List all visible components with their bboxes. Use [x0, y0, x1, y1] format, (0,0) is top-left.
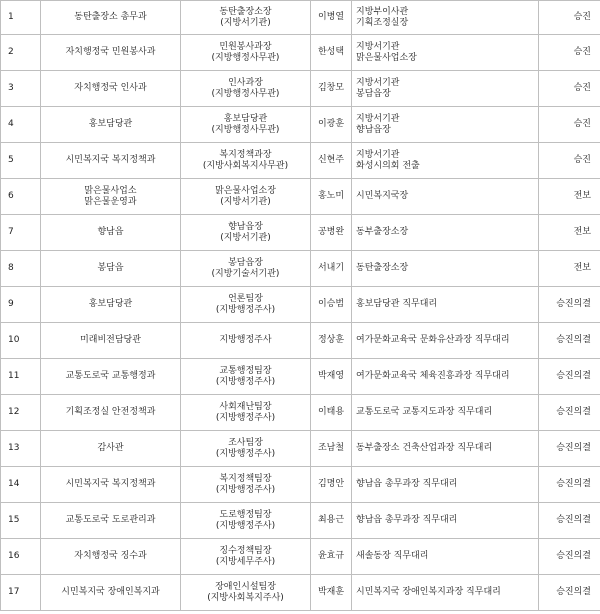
department-line: 자치행정국 징수과 — [74, 551, 147, 561]
position-cell — [181, 575, 311, 611]
position-cell — [181, 143, 311, 179]
department-line: 홍보담당관 — [88, 299, 133, 309]
department-cell — [41, 251, 181, 287]
person-name-cell: 최용근 — [311, 503, 352, 539]
department-cell — [41, 395, 181, 431]
position-line: (지방행정주사) — [215, 304, 276, 315]
row-number-cell: 2 — [1, 35, 41, 71]
position-cell — [181, 35, 311, 71]
person-name-cell: 이승범 — [311, 287, 352, 323]
previous-position-line: 여가문화교육국 체육진흥과장 직무대리 — [356, 371, 510, 381]
department-cell — [41, 539, 181, 575]
appointment-type-cell: 승진의결 — [539, 395, 600, 431]
department-cell — [41, 359, 181, 395]
position-line: (지방사회복지사무관) — [202, 160, 289, 171]
previous-position-cell — [352, 467, 539, 503]
previous-position-line: 교통도로국 교통지도과장 직무대리 — [356, 407, 493, 417]
previous-position-line: 지방부이사관 — [356, 6, 409, 17]
position-line: 향남읍장 — [228, 221, 263, 232]
department-line: 자치행정국 민원봉사과 — [65, 47, 156, 57]
row-number-cell: 4 — [1, 107, 41, 143]
department-cell — [41, 575, 181, 611]
position-cell — [181, 251, 311, 287]
position-line: 교통행정팀장 — [219, 365, 272, 376]
position-line: (지방행정사무관) — [211, 52, 280, 63]
person-name-cell: 조남철 — [311, 431, 352, 467]
person-name-cell: 신현주 — [311, 143, 352, 179]
appointment-type-cell: 승진의결 — [539, 287, 600, 323]
department-cell — [41, 1, 181, 35]
department-cell — [41, 35, 181, 71]
position-line: 봉담읍장 — [228, 257, 263, 268]
person-name-cell: 이병열 — [311, 1, 352, 35]
previous-position-line: 맑은물사업소장 — [356, 52, 417, 63]
previous-position-cell — [352, 287, 539, 323]
position-cell — [181, 287, 311, 323]
person-name-cell: 박재훈 — [311, 575, 352, 611]
previous-position-cell — [352, 395, 539, 431]
appointment-type-cell: 승진 — [539, 143, 600, 179]
position-line: 장애인시설팀장 — [215, 581, 276, 592]
department-line: 동탄출장소 총무과 — [74, 12, 147, 22]
table-row — [1, 251, 600, 287]
row-number-cell: 13 — [1, 431, 41, 467]
row-number-cell: 16 — [1, 539, 41, 575]
department-line: 맑은물운영과 — [84, 196, 137, 207]
row-number-cell: 15 — [1, 503, 41, 539]
department-line: 시민복지국 복지정책과 — [65, 155, 156, 165]
person-name-cell: 한성택 — [311, 35, 352, 71]
position-cell — [181, 107, 311, 143]
position-line: (지방행정사무관) — [211, 88, 280, 99]
position-cell — [181, 539, 311, 575]
previous-position-line: 화성시의회 전출 — [356, 160, 420, 171]
table-row — [1, 395, 600, 431]
person-name-cell: 김창모 — [311, 71, 352, 107]
person-name-cell: 이태용 — [311, 395, 352, 431]
position-line: 지방행정주사 — [219, 335, 272, 345]
position-cell — [181, 1, 311, 35]
department-cell — [41, 179, 181, 215]
previous-position-line: 여가문화교육국 문화유산과장 직무대리 — [356, 335, 510, 345]
department-line: 자치행정국 인사과 — [74, 83, 147, 93]
previous-position-line: 봉담읍장 — [356, 88, 391, 99]
previous-position-cell — [352, 35, 539, 71]
previous-position-line: 동부출장소장 — [356, 227, 409, 237]
appointment-type-cell: 승진의결 — [539, 359, 600, 395]
position-cell — [181, 359, 311, 395]
person-name-cell: 박재영 — [311, 359, 352, 395]
appointment-type-cell: 전보 — [539, 179, 600, 215]
department-cell — [41, 71, 181, 107]
previous-position-cell — [352, 539, 539, 575]
position-line: (지방서기관) — [220, 232, 271, 243]
table-row — [1, 359, 600, 395]
position-line: (지방서기관) — [220, 196, 271, 207]
position-line: 조사팀장 — [228, 437, 263, 448]
row-number-cell: 9 — [1, 287, 41, 323]
row-number-cell: 12 — [1, 395, 41, 431]
row-number-cell: 5 — [1, 143, 41, 179]
position-line: 맑은물사업소장 — [215, 185, 276, 196]
person-name-cell: 이광훈 — [311, 107, 352, 143]
previous-position-cell — [352, 251, 539, 287]
previous-position-line: 지방서기관 — [356, 41, 400, 52]
table-row — [1, 143, 600, 179]
position-line: 언론팀장 — [228, 293, 263, 304]
row-number-cell: 7 — [1, 215, 41, 251]
row-number-cell: 1 — [1, 1, 41, 35]
position-line: (지방기술서기관) — [211, 268, 280, 279]
previous-position-cell — [352, 1, 539, 35]
table-row — [1, 71, 600, 107]
person-name-cell: 윤효규 — [311, 539, 352, 575]
previous-position-line: 시민복지국 장애인복지과장 직무대리 — [356, 587, 501, 597]
position-line: (지방행정주사) — [215, 520, 276, 531]
position-cell — [181, 179, 311, 215]
row-number-cell: 17 — [1, 575, 41, 611]
previous-position-line: 새솔동장 직무대리 — [356, 551, 429, 561]
row-number-cell: 6 — [1, 179, 41, 215]
table-row — [1, 107, 600, 143]
table-row — [1, 575, 600, 611]
position-cell — [181, 323, 311, 359]
department-line: 봉담읍 — [97, 263, 124, 273]
position-line: (지방행정주사) — [215, 412, 276, 423]
position-line: 사회재난팀장 — [219, 401, 272, 412]
table-row — [1, 1, 600, 35]
table-body — [1, 1, 600, 611]
position-line: (지방행정주사) — [215, 484, 276, 495]
department-cell — [41, 143, 181, 179]
table-row — [1, 467, 600, 503]
position-line: (지방행정주사) — [215, 448, 276, 459]
previous-position-cell — [352, 431, 539, 467]
previous-position-cell — [352, 107, 539, 143]
appointment-type-cell: 전보 — [539, 251, 600, 287]
position-line: 징수정책팀장 — [219, 545, 272, 556]
position-line: 도로행정팀장 — [219, 509, 272, 520]
table-row — [1, 539, 600, 575]
previous-position-cell — [352, 179, 539, 215]
department-line: 홍보담당관 — [88, 119, 133, 129]
previous-position-line: 향남읍 총무과장 직무대리 — [356, 515, 458, 525]
previous-position-line: 지방서기관 — [356, 113, 400, 124]
position-cell — [181, 395, 311, 431]
position-line: 홍보담당관 — [223, 113, 268, 124]
position-line: 인사과장 — [228, 77, 263, 88]
department-line: 미래비전담당관 — [80, 335, 141, 345]
position-line: (지방행정사무관) — [211, 124, 280, 135]
position-line: 복지정책과장 — [219, 149, 272, 160]
department-cell — [41, 323, 181, 359]
department-line: 향남읍 — [97, 227, 124, 237]
department-line: 교통도로국 도로관리과 — [65, 515, 156, 525]
previous-position-line: 기획조정실장 — [356, 17, 409, 28]
table-row — [1, 215, 600, 251]
table-row — [1, 35, 600, 71]
appointment-type-cell: 전보 — [539, 215, 600, 251]
position-line: (지방세무주사) — [215, 556, 276, 567]
department-line: 맑은물사업소 — [84, 185, 137, 196]
appointment-type-cell: 승진 — [539, 107, 600, 143]
department-cell — [41, 287, 181, 323]
appointment-type-cell: 승진 — [539, 71, 600, 107]
previous-position-cell — [352, 215, 539, 251]
previous-position-cell — [352, 71, 539, 107]
previous-position-cell — [352, 143, 539, 179]
position-cell — [181, 431, 311, 467]
person-name-cell: 서내기 — [311, 251, 352, 287]
row-number-cell: 10 — [1, 323, 41, 359]
appointment-type-cell: 승진 — [539, 35, 600, 71]
position-cell — [181, 467, 311, 503]
table-row — [1, 503, 600, 539]
appointment-type-cell: 승진의결 — [539, 539, 600, 575]
person-name-cell: 정상훈 — [311, 323, 352, 359]
department-line: 감사관 — [97, 443, 124, 453]
row-number-cell: 8 — [1, 251, 41, 287]
appointment-type-cell: 승진의결 — [539, 467, 600, 503]
table-row — [1, 323, 600, 359]
position-line: (지방사회복지주사) — [207, 592, 284, 603]
appointment-type-cell: 승진의결 — [539, 323, 600, 359]
previous-position-cell — [352, 323, 539, 359]
previous-position-line: 동탄출장소장 — [356, 263, 409, 273]
position-cell — [181, 71, 311, 107]
row-number-cell: 11 — [1, 359, 41, 395]
position-line: 민원봉사과장 — [219, 41, 272, 52]
department-cell — [41, 431, 181, 467]
department-line: 시민복지국 복지정책과 — [65, 479, 156, 489]
table-row — [1, 287, 600, 323]
previous-position-line: 향남읍 총무과장 직무대리 — [356, 479, 458, 489]
department-cell — [41, 503, 181, 539]
department-line: 교통도로국 교통행정과 — [65, 371, 156, 381]
appointment-type-cell: 승진의결 — [539, 503, 600, 539]
previous-position-cell — [352, 503, 539, 539]
person-name-cell: 홍노미 — [311, 179, 352, 215]
position-cell — [181, 215, 311, 251]
department-cell — [41, 467, 181, 503]
person-name-cell: 김명안 — [311, 467, 352, 503]
department-line: 기획조정실 안전정책과 — [65, 407, 156, 417]
previous-position-cell — [352, 575, 539, 611]
department-line: 시민복지국 장애인복지과 — [61, 587, 160, 597]
position-line: (지방서기관) — [220, 17, 271, 28]
position-line: (지방행정주사) — [215, 376, 276, 387]
previous-position-line: 지방서기관 — [356, 77, 400, 88]
previous-position-line: 시민복지국장 — [356, 191, 409, 201]
person-name-cell: 공병완 — [311, 215, 352, 251]
position-line: 복지정책팀장 — [219, 473, 272, 484]
previous-position-line: 지방서기관 — [356, 149, 400, 160]
position-cell — [181, 503, 311, 539]
table-row — [1, 179, 600, 215]
previous-position-line: 홍보담당관 직무대리 — [356, 299, 438, 309]
row-number-cell: 3 — [1, 71, 41, 107]
previous-position-line: 향남읍장 — [356, 124, 391, 135]
appointment-type-cell: 승진의결 — [539, 431, 600, 467]
row-number-cell: 14 — [1, 467, 41, 503]
appointment-type-cell: 승진의결 — [539, 575, 600, 611]
position-line: 동탄출장소장 — [219, 6, 272, 17]
previous-position-line: 동부출장소 건축산업과장 직무대리 — [356, 443, 493, 453]
table-row — [1, 431, 600, 467]
previous-position-cell — [352, 359, 539, 395]
department-cell — [41, 107, 181, 143]
appointment-type-cell: 승진 — [539, 1, 600, 35]
department-cell — [41, 215, 181, 251]
